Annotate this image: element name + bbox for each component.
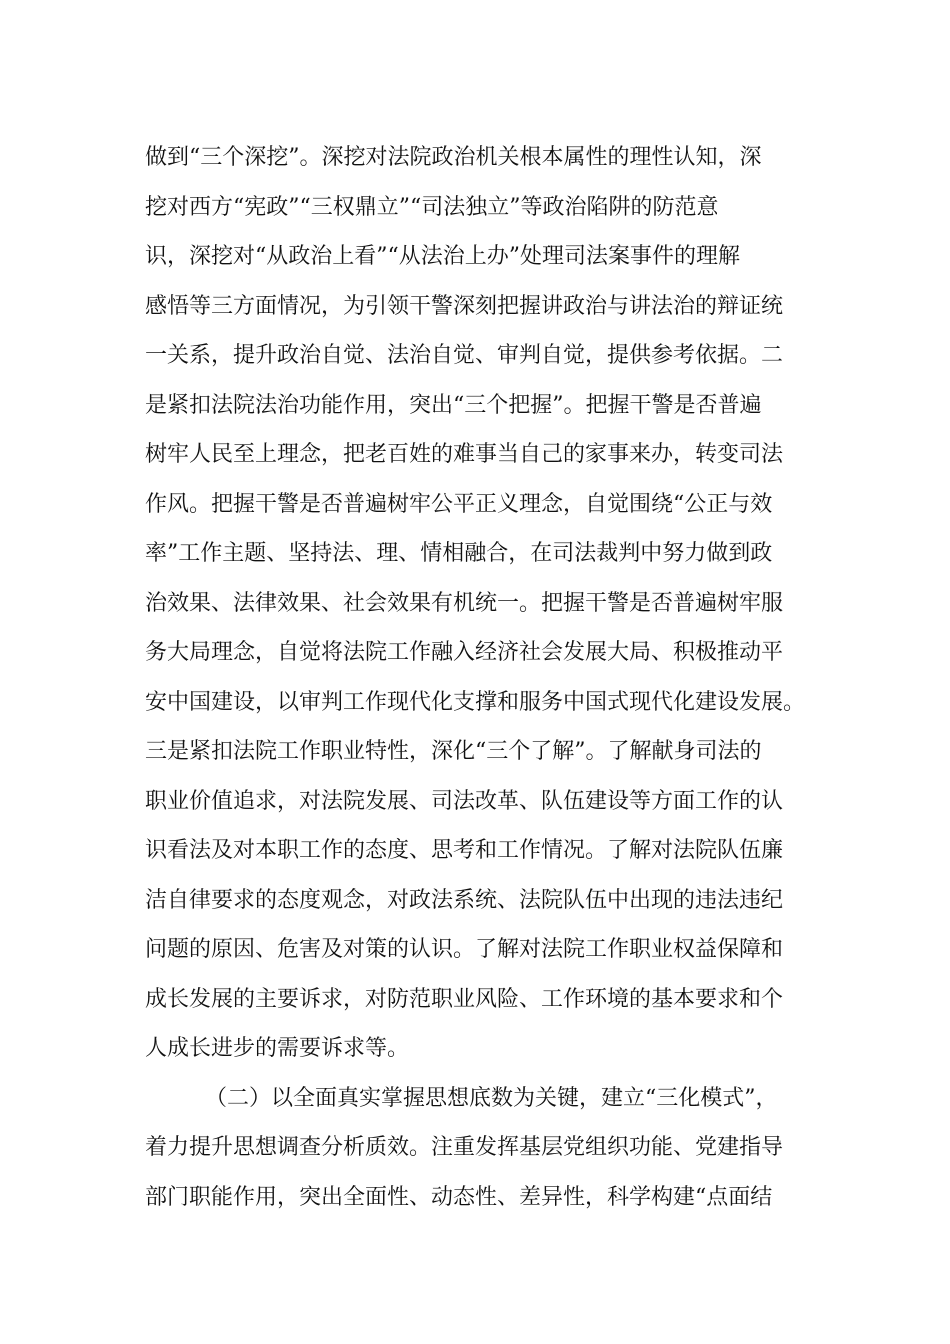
text-line-13: 三是紧扣法院工作职业特性，深化“三个了解”。了解献身司法的 [145,739,762,764]
text-line-14: 职业价值追求，对法院发展、司法改革、队伍建设等方面工作的认 [145,788,784,814]
text-line-21: 着力提升思想调查分析质效。注重发挥基层党组织功能、党建指导 [145,1135,784,1160]
text-line-20: （二）以全面真实掌握思想底数为关键，建立“三化模式”， [205,1085,778,1111]
text-line-7: 树牢人民至上理念，把老百姓的难事当自己的家事来办，转变司法 [145,442,784,467]
text-line-8: 作风。把握干警是否普遍树牢公平正义理念，自觉围绕“公正与效 [145,491,773,517]
text-line-5: 一关系，提升政治自觉、法治自觉、审判自觉，提供参考依据。二 [145,343,784,368]
text-line-2: 挖对西方“宪政”“三权鼎立”“司法独立”等政治陷阱的防范意 [145,194,719,220]
text-line-4: 感悟等三方面情况，为引领干警深刻把握讲政治与讲法治的辩证统 [145,293,784,319]
text-line-3: 识，深挖对“从政治上看”“从法治上办”处理司法案事件的理解 [145,244,740,269]
text-line-16: 洁自律要求的态度观念，对政法系统、法院队伍中出现的违法违纪 [145,887,784,913]
text-line-22: 部门职能作用，突出全面性、动态性、差异性，科学构建“点面结 [145,1184,773,1210]
text-line-17: 问题的原因、危害及对策的认识。了解对法院工作职业权益保障和 [145,937,784,962]
text-line-11: 务大局理念，自觉将法院工作融入经济社会发展大局、积极推动平 [145,640,784,665]
text-line-19: 人成长进步的需要诉求等。 [145,1036,410,1061]
text-line-15: 识看法及对本职工作的态度、思考和工作情况。了解对法院队伍廉 [145,838,784,863]
text-line-12: 安中国建设，以审判工作现代化支撑和服务中国式现代化建设发展。 [145,689,806,715]
text-line-6: 是紧扣法院法治功能作用，突出“三个把握”。把握干警是否普遍 [145,392,762,418]
text-line-10: 治效果、法律效果、社会效果有机统一。把握干警是否普遍树牢服 [145,590,784,616]
document-body [145,133,825,1222]
text-line-1: 做到“三个深挖”。深挖对法院政治机关根本属性的理性认知，深 [145,145,762,170]
text-line-18: 成长发展的主要诉求，对防范职业风险、工作环境的基本要求和个 [145,986,784,1012]
text-line-9: 率”工作主题、坚持法、理、情相融合，在司法裁判中努力做到政 [145,541,773,566]
